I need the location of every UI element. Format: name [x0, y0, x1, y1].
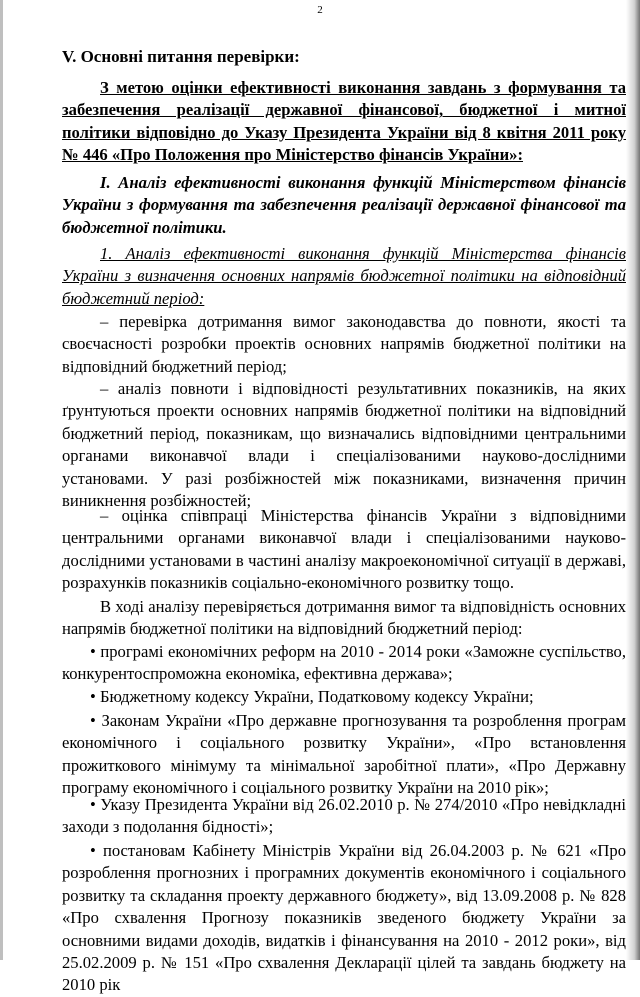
- bullet-4-text: • Указу Президента України від 26.02.2010 р. № 274/2010 «Про невідкладні заходи з подолання бідності»;: [62, 795, 626, 837]
- bullet-3: [62, 710, 626, 800]
- purpose-text: З метою оцінки ефективності виконання завдань з формування та забезпечення реалізації державної фінансової, бюджетної і митної політики відповідно до Указу Президента України від 8 квітня 2011 року № 446 «Про Положення про Міністерство фінансів України»:: [62, 78, 626, 165]
- subsection-i: [62, 172, 626, 239]
- check-1-text: – перевірка дотримання вимог законодавства до повноти, якості та своєчасності розробки проектів основних напрямів бюджетної політики на відповідний бюджетний період;: [62, 312, 626, 376]
- check-3-text: – оцінка співпраці Міністерства фінансів України з відповідними центральними органами виконавчої влади і спеціалізованими науково-дослідними установами в частині аналізу макроекономічної ситуації в державі, розрахунків показників соціально-економічного розвитку тощо.: [62, 506, 626, 593]
- purpose-paragraph: [62, 77, 626, 167]
- bullet-2-text: • Бюджетному кодексу України, Податковому кодексу України;: [90, 687, 534, 706]
- check-1: [62, 311, 626, 378]
- item-1: [62, 243, 626, 310]
- section-heading: V. Основні питання перевірки:: [62, 47, 300, 66]
- scan-edge-left: [0, 0, 3, 960]
- page-number: 2: [317, 4, 323, 16]
- bullet-5: [62, 840, 626, 997]
- subsection-i-text: I. Аналіз ефективності виконання функцій Міністерством фінансів України з формування та забезпечення реалізації державної фінансової та бюджетної політики.: [62, 173, 626, 237]
- check-2: [62, 378, 626, 512]
- analysis-intro: [62, 596, 626, 641]
- bullet-5-text: • постановам Кабінету Міністрів України від 26.04.2003 р. № 621 «Про розроблення прогнозних і програмних документів економічного і соціального розвитку та складання проекту державного бюджету», від 13.09.2008 р. № 828 «Про схвалення Прогнозу показників зведеного бюджету України за основними видами доходів, видатків і фінансування на 2010 - 2012 роки», від 25.02.2009 р. № 151 «Про схвалення Декларації цілей та завдань бюджету на 2010 рік: [62, 841, 626, 995]
- bullet-1-text: • програмі економічних реформ на 2010 - 2014 роки «Заможне суспільство, конкурентоспроможна економіка, ефективна держава»;: [62, 642, 626, 684]
- check-2-text: – аналіз повноти і відповідності результативних показників, на яких ґрунтуються проекти основних напрямів бюджетної політики на відповідний бюджетний період, показникам, що визначались відповідними центральними органами виконавчої влади і спеціалізованими науково-дослідними установами. У разі розбіжностей між показниками, визначення причин виникнення розбіжностей;: [62, 379, 626, 511]
- bullet-2: [62, 686, 626, 708]
- item-1-text: 1. Аналіз ефективності виконання функцій Міністерства фінансів України з визначення основних напрямів бюджетної політики на відповідний бюджетний період:: [62, 244, 626, 308]
- scan-edge-right: [626, 0, 640, 960]
- analysis-intro-text: В ході аналізу перевіряється дотримання вимог та відповідність основних напрямів бюджетної політики на відповідний бюджетний період:: [62, 597, 626, 639]
- check-3: [62, 505, 626, 595]
- bullet-4: [62, 794, 626, 839]
- bullet-1: [62, 641, 626, 686]
- bullet-3-text: • Законам України «Про державне прогнозування та розроблення програм економічного і соціального розвитку України», «Про встановлення прожиткового мінімуму та мінімальної заробітної плати», «Про Державну програму економічного і соціального розвитку України на 2010 рік»;: [62, 711, 626, 798]
